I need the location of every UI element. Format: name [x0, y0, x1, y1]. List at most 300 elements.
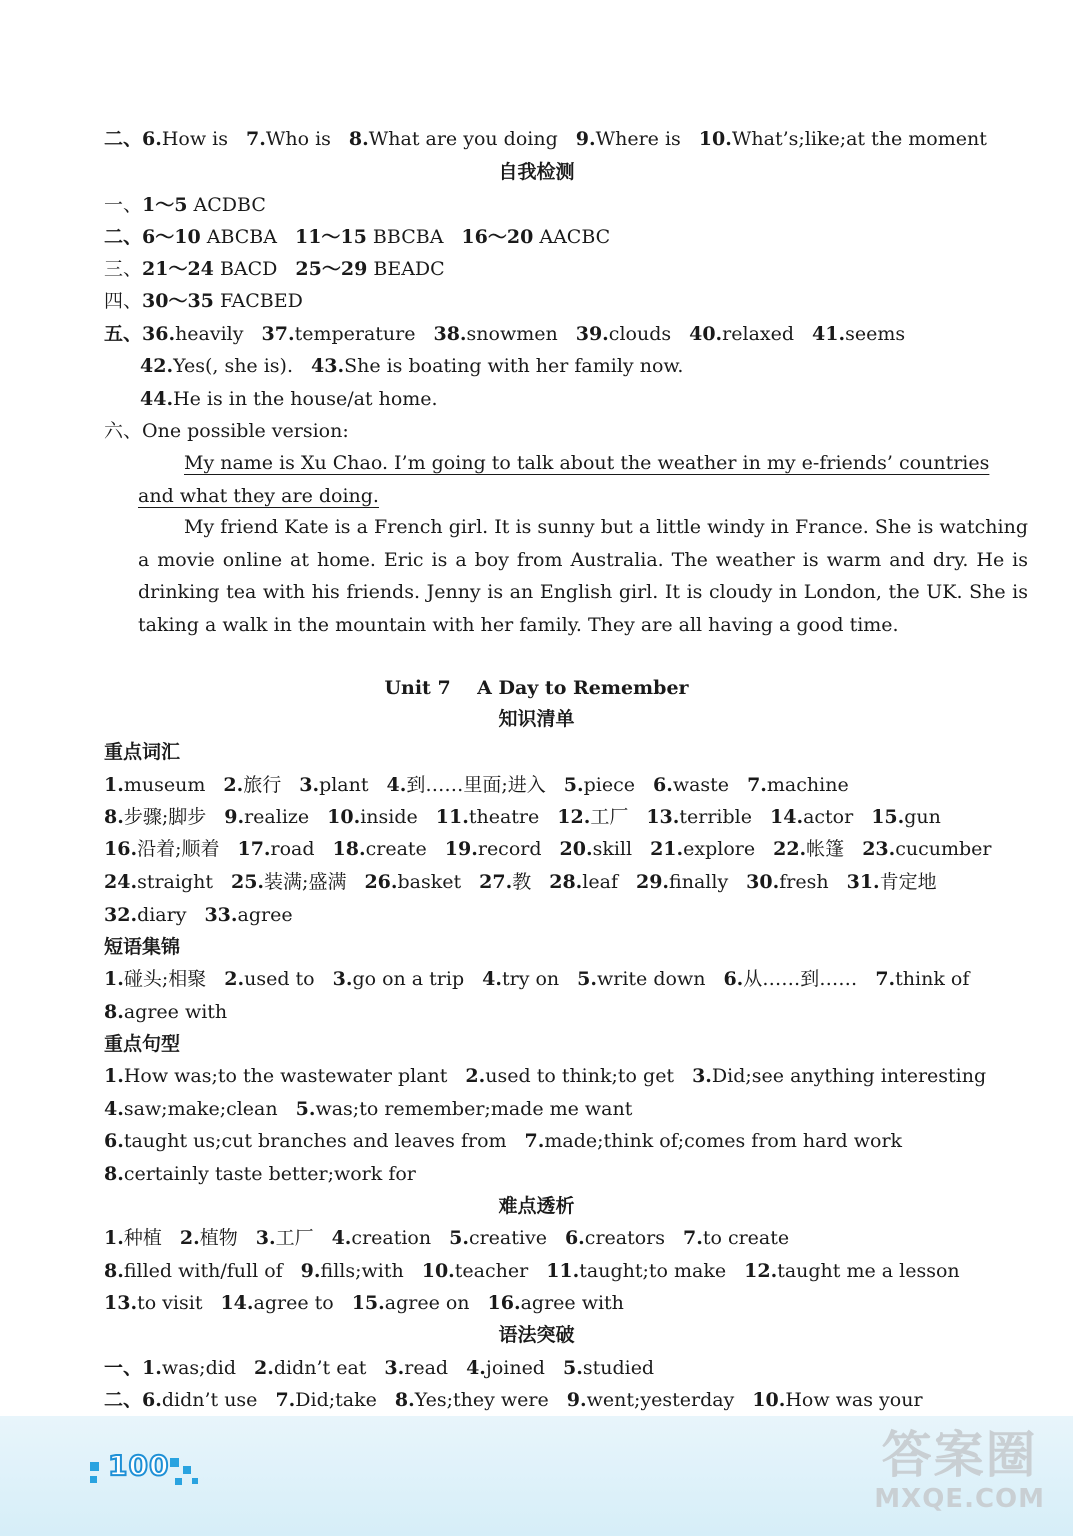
- item-text: gun: [904, 806, 941, 828]
- item-text: certainly taste better;work for: [123, 1163, 416, 1185]
- answer-item: [564, 774, 635, 796]
- item-number: 2.: [254, 1357, 274, 1379]
- answer-item: [387, 774, 546, 796]
- item-number: 29.: [635, 871, 670, 893]
- answer-item: [352, 1292, 470, 1314]
- answer-item: [104, 1001, 227, 1023]
- item-text: BBCBA: [372, 226, 444, 248]
- answer-line: [104, 322, 1034, 346]
- item-number: 19.: [444, 838, 478, 860]
- item-text: heavily: [175, 323, 244, 345]
- item-number: 11～15: [294, 226, 367, 248]
- item-number: 5.: [449, 1227, 469, 1249]
- item-text: How was;to the wastewater plant: [123, 1065, 448, 1087]
- answer-item: [636, 871, 728, 893]
- answer-item: [237, 838, 314, 860]
- item-text: What’s;like;at the moment: [731, 128, 987, 150]
- item-text: agree: [237, 904, 293, 926]
- item-number: 9.: [224, 806, 245, 828]
- answer-item: [549, 871, 618, 893]
- item-number: 五、36.: [104, 323, 176, 345]
- answer-item: [752, 1389, 922, 1411]
- item-text: read: [404, 1357, 449, 1379]
- item-number: 27.: [479, 871, 513, 893]
- item-text: museum: [123, 774, 206, 796]
- item-number: 3.: [332, 968, 353, 990]
- item-text: 碰头;相聚: [123, 968, 207, 990]
- item-number: 17.: [237, 838, 271, 860]
- item-text: to create: [702, 1227, 790, 1249]
- item-number: 1.: [104, 1227, 124, 1249]
- item-number: 42.: [140, 355, 174, 377]
- answer-line: [104, 1064, 1034, 1088]
- item-text: fills;with: [320, 1260, 404, 1282]
- label: 三、: [104, 258, 143, 280]
- answer-item: [104, 871, 213, 893]
- answer-item: [224, 806, 309, 828]
- answer-item: [683, 1227, 789, 1249]
- underlined-text: My name is Xu Chao. I’m going to talk about the weather in my e-friends’ countries: [184, 452, 990, 474]
- item-text: filled with/full of: [123, 1260, 283, 1282]
- answer-item: [812, 323, 905, 345]
- item-number: 16.: [487, 1292, 521, 1314]
- item-number: 10.: [698, 128, 732, 150]
- answer-line: [104, 289, 1034, 313]
- answer-item: [349, 128, 558, 150]
- answer-line: [104, 1388, 1034, 1412]
- answer-item: [104, 226, 277, 248]
- answer-item: [847, 871, 937, 893]
- answer-item: [862, 838, 991, 860]
- item-number: 3.: [299, 774, 320, 796]
- answer-item: [449, 1227, 547, 1249]
- answer-item: [224, 968, 314, 990]
- answer-item: [223, 774, 281, 796]
- item-number: 4.: [466, 1357, 486, 1379]
- answer-item: [327, 806, 418, 828]
- item-number: 23.: [862, 838, 896, 860]
- answer-item: [104, 323, 244, 345]
- answer-item: [646, 806, 752, 828]
- item-text: seems: [845, 323, 906, 345]
- item-text: 工厂: [590, 806, 629, 828]
- item-number: 2.: [179, 1227, 200, 1249]
- section-title-difficult: 难点透析: [498, 1195, 575, 1217]
- watermark-logo-text: 答案圈: [881, 1426, 1038, 1484]
- item-text: agree on: [384, 1292, 470, 1314]
- item-text: agree with: [520, 1292, 624, 1314]
- item-text: made;think of;comes from hard work: [544, 1130, 903, 1152]
- item-number: 14.: [220, 1292, 254, 1314]
- item-number: 3.: [692, 1065, 712, 1087]
- answer-item: [140, 355, 293, 377]
- item-number: 22.: [773, 838, 807, 860]
- answer-item: [563, 1357, 654, 1379]
- item-text: go on a trip: [352, 968, 465, 990]
- item-number: 二、6.: [104, 128, 162, 150]
- item-text: creative: [468, 1227, 547, 1249]
- item-number: 6.: [652, 774, 673, 796]
- item-text: taught;to make: [579, 1260, 727, 1282]
- item-text: used to think;to get: [485, 1065, 675, 1087]
- section-title-grammar: 语法突破: [498, 1324, 575, 1346]
- item-number: 41.: [812, 323, 846, 345]
- section-title-self-check: 自我检测: [498, 161, 575, 183]
- answer-item: [699, 128, 987, 150]
- item-text: How was your: [785, 1389, 923, 1411]
- answer-item: [104, 1357, 236, 1379]
- item-number: 7.: [245, 128, 266, 150]
- label: 四、: [104, 290, 143, 312]
- item-text: ACDBC: [193, 194, 266, 216]
- item-text: 旅行: [243, 774, 282, 796]
- item-text: basket: [397, 871, 462, 893]
- item-number: 21.: [650, 838, 684, 860]
- item-text: Did;take: [295, 1389, 377, 1411]
- item-text: finally: [669, 871, 729, 893]
- item-text: agree with: [123, 1001, 228, 1023]
- item-number: 33.: [204, 904, 238, 926]
- item-text: realize: [244, 806, 310, 828]
- answer-item: [482, 968, 559, 990]
- item-number: 3.: [384, 1357, 405, 1379]
- item-number: 14.: [770, 806, 804, 828]
- item-text: ABCBA: [206, 226, 277, 248]
- item-text: Where is: [595, 128, 681, 150]
- item-number: 5.: [562, 1357, 583, 1379]
- item-text: What are you doing: [368, 128, 558, 150]
- answer-item: [301, 1260, 404, 1282]
- answer-item: [104, 838, 219, 860]
- item-number: 21～24: [142, 258, 214, 280]
- item-text: She is boating with her family now.: [344, 355, 684, 377]
- item-number: 9.: [575, 128, 596, 150]
- item-number: 15.: [351, 1292, 385, 1314]
- answer-line: [140, 354, 1030, 378]
- answer-item: [384, 1357, 448, 1379]
- item-text: fresh: [779, 871, 829, 893]
- answer-item: [104, 1130, 507, 1152]
- item-number: 4.: [331, 1227, 352, 1249]
- item-text: create: [365, 838, 427, 860]
- item-number: 2.: [224, 968, 245, 990]
- item-text: skill: [592, 838, 633, 860]
- answer-item: [422, 1260, 528, 1282]
- item-number: 28.: [549, 871, 583, 893]
- answer-line: [104, 1291, 1034, 1315]
- item-text: joined: [485, 1357, 545, 1379]
- item-number: 9.: [566, 1389, 587, 1411]
- answer-item: [332, 1227, 432, 1249]
- item-number: 10.: [421, 1260, 455, 1282]
- answer-line: [104, 1226, 1034, 1250]
- item-number: 10.: [752, 1389, 786, 1411]
- answer-line: [140, 387, 1030, 411]
- label: 一、: [104, 194, 143, 216]
- item-number: 30～35: [142, 290, 214, 312]
- item-text: plant: [319, 774, 369, 796]
- answer-item: [104, 1389, 257, 1411]
- answer-item: [256, 1227, 314, 1249]
- item-number: 12.: [744, 1260, 778, 1282]
- answer-item: [262, 323, 416, 345]
- answer-item: [433, 323, 557, 345]
- item-text: He is in the house/at home.: [173, 388, 438, 410]
- answer-item: [204, 904, 292, 926]
- item-number: 18.: [332, 838, 366, 860]
- answer-line: [104, 1097, 1034, 1121]
- item-number: 37.: [261, 323, 295, 345]
- item-number: 9.: [300, 1260, 321, 1282]
- answer-item: [871, 806, 941, 828]
- decor-square: [183, 1466, 191, 1474]
- item-number: 2.: [465, 1065, 486, 1087]
- item-number: 38.: [433, 323, 467, 345]
- item-number: 15.: [871, 806, 905, 828]
- item-text: was;did: [161, 1357, 236, 1379]
- unit-title: [0, 676, 1073, 700]
- answer-item: [295, 226, 443, 248]
- item-number: 12.: [557, 806, 591, 828]
- answer-item: [692, 1065, 986, 1087]
- answer-item: [653, 774, 729, 796]
- answer-item: [560, 838, 633, 860]
- item-number: 4.: [482, 968, 502, 990]
- answer-item: [465, 1065, 674, 1087]
- answer-item: [275, 1389, 376, 1411]
- item-number: 26.: [364, 871, 398, 893]
- item-text: teacher: [454, 1260, 529, 1282]
- item-text: didn’t eat: [273, 1357, 367, 1379]
- item-text: write down: [597, 968, 706, 990]
- item-number: 10.: [327, 806, 361, 828]
- item-number: 20.: [559, 838, 593, 860]
- decor-square: [90, 1476, 97, 1483]
- item-number: 16～20: [461, 226, 534, 248]
- answer-item: [220, 1292, 333, 1314]
- underlined-text: and what they are doing.: [138, 485, 379, 507]
- answer-item: [364, 871, 461, 893]
- item-text: went;yesterday: [586, 1389, 735, 1411]
- item-text: 步骤;脚步: [123, 806, 207, 828]
- decor-square: [170, 1458, 179, 1467]
- item-text: creators: [584, 1227, 665, 1249]
- item-text: 植物: [199, 1227, 238, 1249]
- item-text: 帐篷: [806, 838, 845, 860]
- item-number: 11.: [435, 806, 469, 828]
- watermark: [874, 1426, 1045, 1514]
- answer-item: [246, 128, 331, 150]
- item-number: 44.: [140, 388, 174, 410]
- answer-item: [746, 871, 828, 893]
- item-text: piece: [583, 774, 635, 796]
- item-text: machine: [766, 774, 849, 796]
- decor-square: [90, 1462, 99, 1471]
- answer-item: [723, 968, 857, 990]
- answer-item: [461, 226, 610, 248]
- answer-item: [104, 1098, 278, 1120]
- item-number: 2.: [223, 774, 244, 796]
- answer-line: [104, 837, 1034, 861]
- answer-item: [650, 838, 755, 860]
- answer-line: [104, 870, 1034, 894]
- item-text: BACD: [219, 258, 278, 280]
- item-number: 1～5: [142, 194, 188, 216]
- answer-item: [689, 323, 794, 345]
- answer-line: [104, 1259, 1034, 1283]
- item-number: 4.: [386, 774, 407, 796]
- item-number: 7.: [275, 1389, 296, 1411]
- item-number: 13.: [104, 1292, 138, 1314]
- item-number: 16.: [104, 838, 138, 860]
- decor-square: [192, 1478, 198, 1484]
- answer-item: [104, 1260, 283, 1282]
- answer-item: [104, 774, 205, 796]
- answer-line: [104, 127, 1034, 151]
- unit-title-text: Unit 7 A Day to Remember: [384, 677, 689, 699]
- item-number: 40.: [689, 323, 723, 345]
- answer-item: [557, 806, 628, 828]
- item-text: studied: [582, 1357, 655, 1379]
- item-number: 8.: [104, 1260, 124, 1282]
- answer-item: [479, 871, 531, 893]
- writing-underlined-line: [184, 451, 1029, 475]
- item-text: was;to remember;made me want: [315, 1098, 633, 1120]
- answer-line: [104, 1162, 1034, 1186]
- answer-item: [254, 1357, 366, 1379]
- item-number: 8.: [104, 1001, 124, 1023]
- item-number: 32.: [104, 904, 138, 926]
- item-number: 1.: [104, 968, 124, 990]
- answer-item: [299, 774, 368, 796]
- item-text: clouds: [608, 323, 672, 345]
- answer-line: [104, 773, 1034, 797]
- answer-item: [576, 323, 671, 345]
- item-text: Yes;they were: [414, 1389, 549, 1411]
- item-text: 工厂: [275, 1227, 314, 1249]
- item-number: 一、1.: [104, 1357, 162, 1379]
- answer-line: [104, 805, 1034, 829]
- item-text: record: [477, 838, 542, 860]
- answer-item: [445, 838, 542, 860]
- answer-item: [231, 871, 346, 893]
- answer-item: [488, 1292, 624, 1314]
- answer-item: [875, 968, 969, 990]
- answer-item: [395, 1389, 549, 1411]
- subsection-heading-vocab: 重点词汇: [104, 741, 181, 763]
- item-text: 种植: [123, 1227, 162, 1249]
- item-number: 39.: [575, 323, 609, 345]
- item-number: 二、6.: [104, 1389, 162, 1411]
- item-text: cucumber: [895, 838, 992, 860]
- answer-item: [525, 1130, 903, 1152]
- item-text: explore: [683, 838, 756, 860]
- answer-item: [744, 1260, 960, 1282]
- page-number: 100: [108, 1449, 170, 1482]
- answer-item: [104, 968, 206, 990]
- answer-item: [565, 1227, 665, 1249]
- answer-item: [576, 128, 681, 150]
- item-number: 6.: [564, 1227, 585, 1249]
- item-number: 二、6～10: [104, 226, 201, 248]
- item-text: waste: [672, 774, 730, 796]
- answer-item: [180, 1227, 238, 1249]
- item-number: 43.: [311, 355, 345, 377]
- item-text: FACBED: [219, 290, 303, 312]
- answer-line: [104, 225, 1034, 249]
- answer-line: [104, 1356, 1034, 1380]
- item-text: 沿着;顺着: [137, 838, 220, 860]
- answer-item: [104, 1292, 202, 1314]
- answer-item: [577, 968, 705, 990]
- item-number: 8.: [104, 1163, 124, 1185]
- item-text: leaf: [582, 871, 618, 893]
- item-number: 7.: [683, 1227, 703, 1249]
- item-number: 1.: [104, 774, 124, 796]
- item-text: 肯定地: [879, 871, 937, 893]
- answer-item: [773, 838, 844, 860]
- item-text: actor: [803, 806, 854, 828]
- item-number: 7.: [875, 968, 896, 990]
- item-number: 7.: [747, 774, 767, 796]
- item-text: Who is: [265, 128, 331, 150]
- item-text: straight: [137, 871, 213, 893]
- item-number: 8.: [104, 806, 124, 828]
- answer-item: [104, 1065, 447, 1087]
- item-text: snowmen: [466, 323, 558, 345]
- item-number: 24.: [104, 871, 138, 893]
- item-text: AACBC: [539, 226, 611, 248]
- writing-underlined-line: [138, 484, 1068, 508]
- answer-line: [104, 1129, 1034, 1153]
- item-number: 7.: [524, 1130, 545, 1152]
- item-number: 8.: [348, 128, 369, 150]
- item-text: 装满;盛满: [264, 871, 347, 893]
- item-number: 30.: [746, 871, 780, 893]
- item-number: 25.: [230, 871, 265, 893]
- item-text: How is: [161, 128, 228, 150]
- answer-item: [466, 1357, 545, 1379]
- watermark-url: MXQE.COM: [874, 1484, 1045, 1514]
- item-number: 5.: [577, 968, 597, 990]
- item-number: 31.: [846, 871, 880, 893]
- answer-item: [104, 1163, 416, 1185]
- subsection-heading-phrase: 短语集锦: [104, 936, 181, 958]
- answer-item: [770, 806, 853, 828]
- answer-item: [311, 355, 683, 377]
- answer-item: [546, 1260, 726, 1282]
- item-number: 5.: [295, 1098, 316, 1120]
- item-text: saw;make;clean: [123, 1098, 278, 1120]
- item-text: creation: [351, 1227, 432, 1249]
- item-text: relaxed: [722, 323, 795, 345]
- item-text: to visit: [137, 1292, 203, 1314]
- item-text: didn’t use: [161, 1389, 258, 1411]
- item-number: 5.: [563, 774, 584, 796]
- answer-item: [104, 904, 186, 926]
- answer-line: [104, 967, 1034, 991]
- item-text: 到……里面;进入: [406, 774, 546, 796]
- item-number: 25～29: [295, 258, 368, 280]
- answer-item: [104, 1227, 162, 1249]
- answer-line: [104, 1000, 1034, 1024]
- item-number: 6.: [104, 1130, 124, 1152]
- writing-essay: My friend Kate is a French girl. It is sunny but a little windy in France. She is watching a movie online at home. Eric is a boy from Australia. The weather is warm and dry. He is drinking tea with his friends. Jenny is an English girl. It is cloudy in London, the UK. She is taking a walk in the mountain with her family. They are all having a good time.: [138, 516, 1028, 636]
- item-number: 4.: [104, 1098, 124, 1120]
- item-text: inside: [360, 806, 418, 828]
- item-text: try on: [501, 968, 560, 990]
- answer-item: [436, 806, 539, 828]
